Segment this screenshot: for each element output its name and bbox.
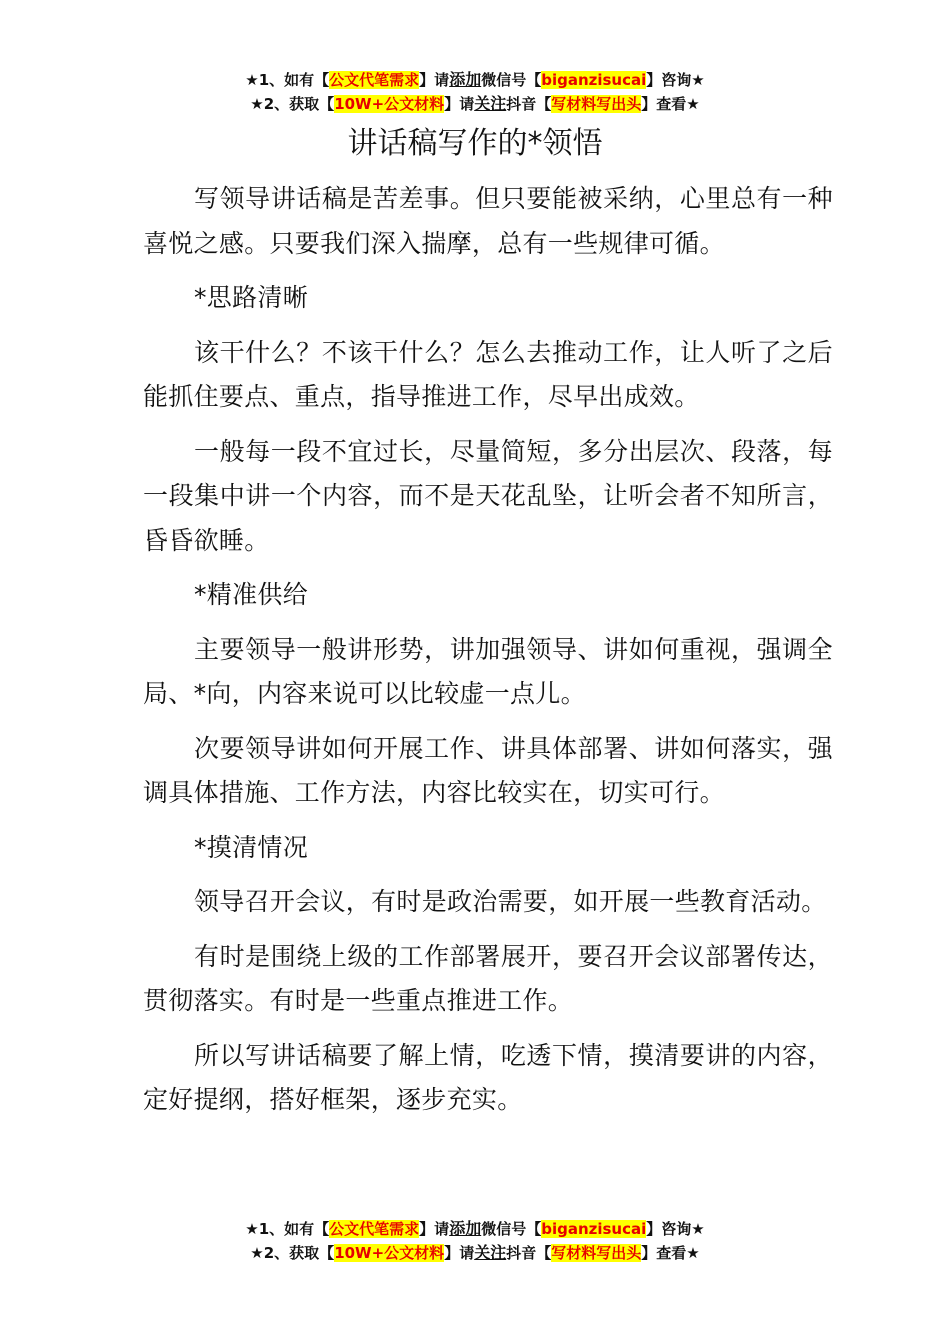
banner-text: 】请 <box>444 95 475 113</box>
paragraph: 次要领导讲如何开展工作、讲具体部署、讲如何落实，强调具体措施、工作方法，内容比较实在，切实可行。 <box>143 733 833 807</box>
banner-text: 】请 <box>419 71 450 89</box>
banner-highlight: biganzisucai <box>541 71 647 89</box>
document-title: 讲话稿写作的*领悟 <box>347 126 603 161</box>
banner-underline: 关注 <box>474 1243 507 1262</box>
banner-text: 】查看★ <box>641 1244 700 1262</box>
banner-text: ★1、如有【 <box>245 71 330 89</box>
banner-text: 】咨询★ <box>646 71 705 89</box>
document-body <box>143 177 833 1133</box>
banner-text: 】请 <box>444 1244 475 1262</box>
paragraph: 有时是围绕上级的工作部署展开，要召开会议部署传达，贯彻落实。有时是一些重点推进工作。 <box>143 941 833 1015</box>
banner-text: ★2、获取【 <box>250 1244 335 1262</box>
banner-highlight: 10W+公文材料 <box>334 1244 445 1262</box>
banner-highlight: 10W+公文材料 <box>334 95 445 113</box>
banner-highlight: 公文代笔需求 <box>329 1220 420 1238</box>
banner-highlight: 写材料写出头 <box>551 95 642 113</box>
section-heading: *思路清晰 <box>194 283 309 312</box>
banner-line-1 <box>0 68 950 92</box>
banner-text: 】请 <box>419 1220 450 1238</box>
banner-text: ★2、获取【 <box>250 95 335 113</box>
banner-line-1 <box>0 1217 950 1241</box>
paragraph: 所以写讲话稿要了解上情，吃透下情，摸清要讲的内容，定好提纲，搭好框架，逐步充实。 <box>143 1040 833 1114</box>
header-banner <box>0 68 950 116</box>
banner-text: 】咨询★ <box>646 1220 705 1238</box>
banner-text: 微信号【 <box>481 1220 542 1238</box>
section-heading: *摸清情况 <box>194 832 309 862</box>
banner-text: 微信号【 <box>481 71 542 89</box>
banner-text: 抖音【 <box>506 1244 552 1262</box>
banner-line-2 <box>0 92 950 116</box>
banner-highlight: 写材料写出头 <box>551 1244 642 1262</box>
paragraph: 主要领导一般讲形势，讲加强领导、讲如何重视，强调全局、*向，内容来说可以比较虚一点儿。 <box>143 634 833 708</box>
banner-highlight: biganzisucai <box>541 1220 647 1238</box>
banner-text: ★1、如有【 <box>245 1220 330 1238</box>
paragraph: 该干什么？不该干什么？怎么去推动工作，让人听了之后能抓住要点、重点，指导推进工作，尽早出成效。 <box>143 337 833 411</box>
paragraph: 写领导讲话稿是苦差事。但只要能被采纳，心里总有一种喜悦之感。只要我们深入揣摩，总有一些规律可循。 <box>143 184 833 258</box>
paragraph: 领导召开会议，有时是政治需要，如开展一些教育活动。 <box>194 887 827 916</box>
paragraph: 一般每一段不宜过长，尽量简短，多分出层次、段落，每一段集中讲一个内容，而不是天花乱坠，让听会者不知所言，昏昏欲睡。 <box>143 436 833 555</box>
banner-text: 抖音【 <box>506 95 552 113</box>
section-heading: *精准供给 <box>194 580 309 609</box>
banner-underline: 添加 <box>449 1219 482 1238</box>
banner-line-2 <box>0 1241 950 1265</box>
footer-banner <box>0 1217 950 1265</box>
banner-text: 】查看★ <box>641 95 700 113</box>
banner-underline: 添加 <box>449 70 482 89</box>
banner-underline: 关注 <box>474 94 507 113</box>
banner-highlight: 公文代笔需求 <box>329 71 420 89</box>
